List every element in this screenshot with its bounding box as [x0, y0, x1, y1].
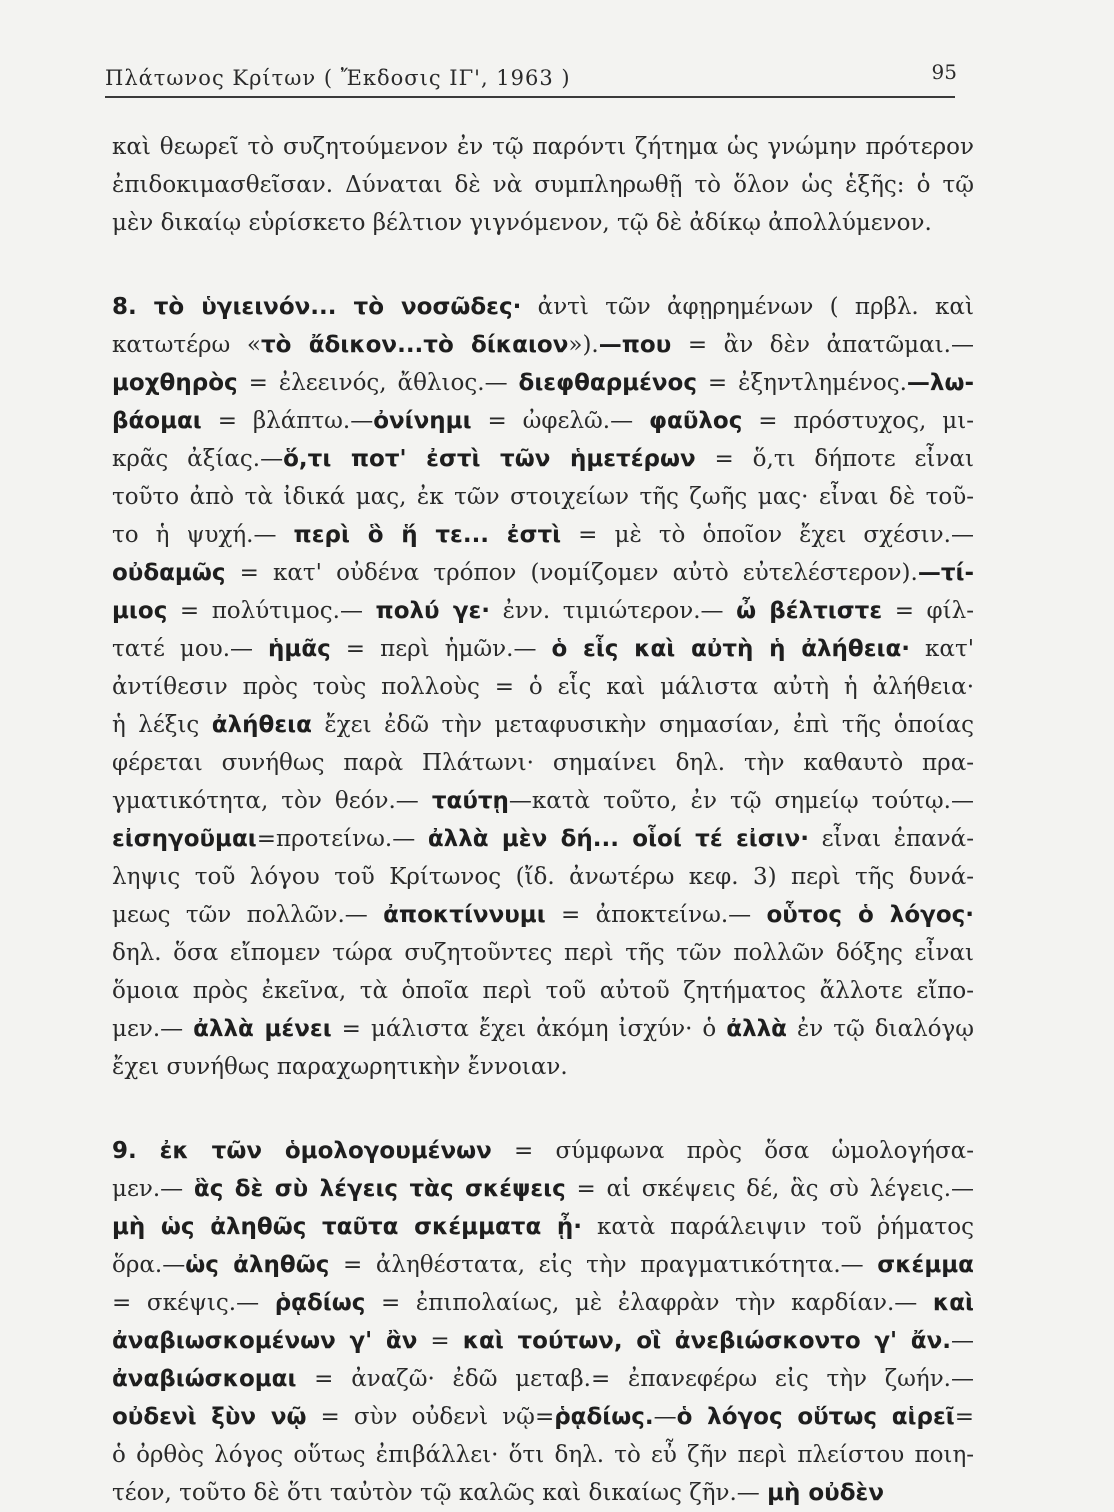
bold-term: σκέμμα — [877, 1252, 974, 1278]
bold-term: —λω- — [906, 370, 974, 396]
bold-term: ἀναβιώσκομαι — [112, 1366, 297, 1392]
text-line — [112, 478, 974, 516]
text-run: = περὶ ἡμῶν.— — [330, 636, 552, 662]
text-run: = σκέψις.— — [112, 1290, 275, 1316]
text-line — [112, 128, 974, 166]
running-header — [105, 58, 955, 98]
text-line — [112, 896, 974, 934]
text-run: το ἡ ψυχή.— — [112, 522, 294, 548]
text-line — [112, 1360, 974, 1398]
text-run: κατ' — [910, 636, 975, 662]
text-run: κατὰ παράλειψιν τοῦ ῥήματος — [582, 1214, 974, 1240]
text-line — [112, 820, 974, 858]
text-run: ὅμοια πρὸς ἐκεῖνα, τὰ ὁποῖα περὶ τοῦ αὐτοῦ ζητήματος ἄλλοτε εἴπο- — [112, 978, 974, 1004]
text-line — [112, 166, 974, 204]
text-run: ἐπιδοκιμασθεῖσαν. Δύναται δὲ νὰ συμπληρωθῇ τὸ ὅλον ὡς ἑξῆς: ὁ τῷ — [112, 172, 974, 198]
text-line — [112, 1322, 974, 1360]
text-run: = κατ' οὐδένα τρόπον (νομίζομεν αὐτὸ εὐτελέστερον). — [225, 560, 918, 586]
paragraph — [112, 128, 974, 242]
text-run: = αἱ σκέψεις δέ, ἃς σὺ λέγεις.— — [565, 1176, 975, 1202]
text-run: = βλάπτω.— — [201, 408, 374, 434]
bold-term: ἀλλὰ μένει — [193, 1016, 332, 1042]
text-line — [112, 1048, 974, 1086]
text-run: = ἂν δὲν ἀπατῶμαι.— — [671, 332, 974, 358]
bold-term: ὡς ἀληθῶς — [185, 1252, 330, 1278]
text-line — [112, 592, 974, 630]
page-body — [112, 128, 974, 1512]
text-line — [112, 668, 974, 706]
text-run: μὲν δικαίῳ εὑρίσκετο βέλτιον γιγνόμενον, τῷ δὲ ἀδίκῳ ἀπολλύμενον. — [112, 210, 932, 236]
text-run: = ὠφελῶ.— — [471, 408, 650, 434]
bold-term: καὶ — [932, 1290, 974, 1316]
text-line — [112, 1010, 974, 1048]
text-run: μεν.— — [112, 1016, 194, 1042]
bold-term: ὀνίνημι — [373, 408, 472, 434]
text-run: ἀντίθεσιν πρὸς τοὺς πολλοὺς = ὁ εἷς καὶ μάλιστα αὐτὴ ἡ ἀλήθεια· — [112, 674, 974, 700]
bold-term: —που — [598, 332, 672, 358]
text-line — [112, 554, 974, 592]
bold-term: εἰσηγοῦμαι — [112, 826, 257, 852]
bold-term: φαῦλος — [649, 408, 743, 434]
text-run: μεως τῶν πολλῶν.— — [112, 902, 384, 928]
text-line — [112, 972, 974, 1010]
text-run: = ἐπιπολαίως, μὲ ἐλαφρὰν τὴν καρδίαν.— — [365, 1290, 933, 1316]
text-line — [112, 326, 974, 364]
text-run: = ἐξηντλημένος. — [696, 370, 907, 396]
text-run: = πολύτιμος.— — [167, 598, 376, 624]
paragraph-gap — [112, 1086, 974, 1132]
text-run: ἐν τῷ διαλόγῳ — [786, 1016, 975, 1042]
text-line — [112, 402, 974, 440]
text-run: ὁ ὀρθὸς λόγος οὕτως ἐπιβάλλει· ὅτι δηλ. τὸ εὖ ζῆν περὶ πλείστου ποιη- — [112, 1442, 974, 1468]
text-run: κατωτέρω « — [112, 332, 261, 358]
bold-term: ἀναβιωσκομένων γ' ἂν — [112, 1328, 418, 1354]
bold-term: μοχθηρὸς — [112, 370, 238, 396]
bold-term: οὗτος ὁ λόγος· — [766, 902, 974, 928]
text-run: ἔχει συνήθως παραχωρητικὴν ἔννοιαν. — [112, 1054, 568, 1080]
text-line — [112, 204, 974, 242]
bold-term: ὁ λόγος οὕτως αἱρεῖ — [676, 1404, 955, 1430]
text-line — [112, 1398, 974, 1436]
text-line — [112, 630, 974, 668]
text-run: = μάλιστα ἔχει ἀκόμη ἰσχύν· ὁ — [331, 1016, 727, 1042]
text-run: ληψις τοῦ λόγου τοῦ Κρίτωνος (ἴδ. ἀνωτέρω κεφ. 3) περὶ τῆς δυνά- — [112, 864, 974, 890]
text-line — [112, 364, 974, 402]
header-title: Πλάτωνος Κρίτων ( Ἔκδοσις ΙΓ', 1963 ) — [105, 66, 571, 90]
page-number: 95 — [931, 60, 957, 84]
bold-term: μὴ οὐδὲν — [767, 1480, 884, 1506]
text-run: —κατὰ τοῦτο, ἐν τῷ σημείῳ τούτῳ.— — [508, 788, 974, 814]
text-run: κρᾶς ἀξίας.— — [112, 446, 284, 472]
bold-term: ὅ,τι ποτ' ἐστὶ τῶν ἡμετέρων — [283, 446, 696, 472]
text-run: = σύμφωνα πρὸς ὅσα ὡμολογήσα- — [491, 1138, 974, 1164]
text-run: = φίλ- — [882, 598, 974, 624]
text-run: ἐνν. τιμιώτερον.— — [490, 598, 737, 624]
text-run: »). — [568, 332, 599, 358]
text-run: ὅρα.— — [112, 1252, 186, 1278]
text-run: = — [954, 1404, 974, 1430]
text-run: μεν.— — [112, 1176, 194, 1202]
paragraph — [112, 288, 974, 1086]
text-run: = μὲ τὸ ὁποῖον ἔχει σχέσιν.— — [561, 522, 974, 548]
bold-term: οὐδαμῶς — [112, 560, 226, 586]
bold-term: ταύτῃ — [431, 788, 509, 814]
text-run: = — [417, 1328, 463, 1354]
text-run: = ἀναζῶ· ἐδῶ μεταβ.= ἐπανεφέρω εἰς τὴν ζωήν.— — [296, 1366, 974, 1392]
text-run: = σὺν οὐδενὶ νῷ= — [306, 1404, 555, 1430]
text-run: — — [950, 1328, 974, 1354]
bold-term: ἀλλὰ μὲν δή... οἷοί τέ εἰσιν· — [427, 826, 809, 852]
text-run: εἶναι ἐπανά- — [809, 826, 974, 852]
bold-term: ἃς δὲ σὺ λέγεις τὰς σκέψεις — [193, 1176, 566, 1202]
bold-term: διεφθαρμένος — [518, 370, 697, 396]
text-run: φέρεται συνήθως παρὰ Πλάτωνι· σημαίνει δηλ. τὴν καθαυτὸ πρα- — [112, 750, 974, 776]
text-run: τοῦτο ἀπὸ τὰ ἰδικά μας, ἐκ τῶν στοιχείων τῆς ζωῆς μας· εἶναι δὲ τοῦ- — [112, 484, 974, 510]
text-run: = ἐλεεινός, ἄθλιος.— — [237, 370, 519, 396]
text-line — [112, 782, 974, 820]
paragraph-gap — [112, 242, 974, 288]
text-run: ἡ λέξις — [112, 712, 212, 738]
bold-term: ῥᾳδίως — [274, 1290, 366, 1316]
text-line — [112, 440, 974, 478]
text-run: =προτείνω.— — [256, 826, 428, 852]
bold-term: 9. ἐκ τῶν ὁμολογουμένων — [112, 1138, 492, 1164]
bold-term: οὐδενὶ ξὺν νῷ — [112, 1404, 307, 1430]
text-line — [112, 1474, 974, 1512]
bold-term: περὶ ὃ ἥ τε... ἐστὶ — [293, 522, 562, 548]
text-line — [112, 706, 974, 744]
text-line — [112, 1208, 974, 1246]
text-line — [112, 288, 974, 326]
text-line — [112, 934, 974, 972]
text-line — [112, 858, 974, 896]
bold-term: ὦ βέλτιστε — [736, 598, 883, 624]
bold-term: —τί- — [917, 560, 974, 586]
text-run: = ἀποκτείνω.— — [545, 902, 767, 928]
text-line — [112, 516, 974, 554]
bold-term: πολύ γε· — [375, 598, 491, 624]
text-line — [112, 1246, 974, 1284]
text-run: = ὅ,τι δήποτε εἶναι — [695, 446, 974, 472]
text-line — [112, 1284, 974, 1322]
bold-term: βάομαι — [112, 408, 202, 434]
text-run: ἔχει ἐδῶ τὴν μεταφυσικὴν σημασίαν, ἐπὶ τῆς ὁποίας — [311, 712, 974, 738]
text-line — [112, 1132, 974, 1170]
bold-term: ῥᾳδίως. — [554, 1404, 654, 1430]
text-run: τέον, τοῦτο δὲ ὅτι ταὐτὸν τῷ καλῶς καὶ δικαίως ζῆν.— — [112, 1480, 768, 1506]
text-run: γματικότητα, τὸν θεόν.— — [112, 788, 432, 814]
bold-term: μὴ ὡς ἀληθῶς ταῦτα σκέμματα ᾖ· — [112, 1214, 583, 1240]
bold-term: καὶ τούτων, οἳ ἀνεβιώσκοντο γ' ἄν. — [462, 1328, 951, 1354]
bold-term: ἡμᾶς — [268, 636, 331, 662]
paragraph — [112, 1132, 974, 1512]
bold-term: ἀλήθεια — [211, 712, 312, 738]
text-line — [112, 1170, 974, 1208]
bold-term: ἀποκτίννυμι — [383, 902, 546, 928]
text-line — [112, 744, 974, 782]
text-run: = ἀληθέστατα, εἰς τὴν πραγματικότητα.— — [329, 1252, 878, 1278]
bold-term: ἀλλὰ — [726, 1016, 787, 1042]
bold-term: τὸ ἄδικον...τὸ δίκαιον — [260, 332, 569, 358]
text-run: τατέ μου.— — [112, 636, 269, 662]
text-run: — — [653, 1404, 677, 1430]
bold-term: 8. τὸ ὑγιεινόν... τὸ νοσῶδες· — [112, 294, 522, 320]
text-run: ἀντὶ τῶν ἀφῃρημένων ( πρβλ. καὶ — [521, 294, 974, 320]
bold-term: μιος — [112, 598, 168, 624]
text-line — [112, 1436, 974, 1474]
bold-term: ὁ εἷς καὶ αὐτὴ ἡ ἀλήθεια· — [551, 636, 911, 662]
text-run: καὶ θεωρεῖ τὸ συζητούμενον ἐν τῷ παρόντι ζήτημα ὡς γνώμην πρότερον — [112, 134, 974, 160]
text-run: = πρόστυχος, μι- — [742, 408, 975, 434]
text-run: δηλ. ὅσα εἴπομεν τώρα συζητοῦντες περὶ τῆς τῶν πολλῶν δόξης εἶναι — [112, 940, 974, 966]
